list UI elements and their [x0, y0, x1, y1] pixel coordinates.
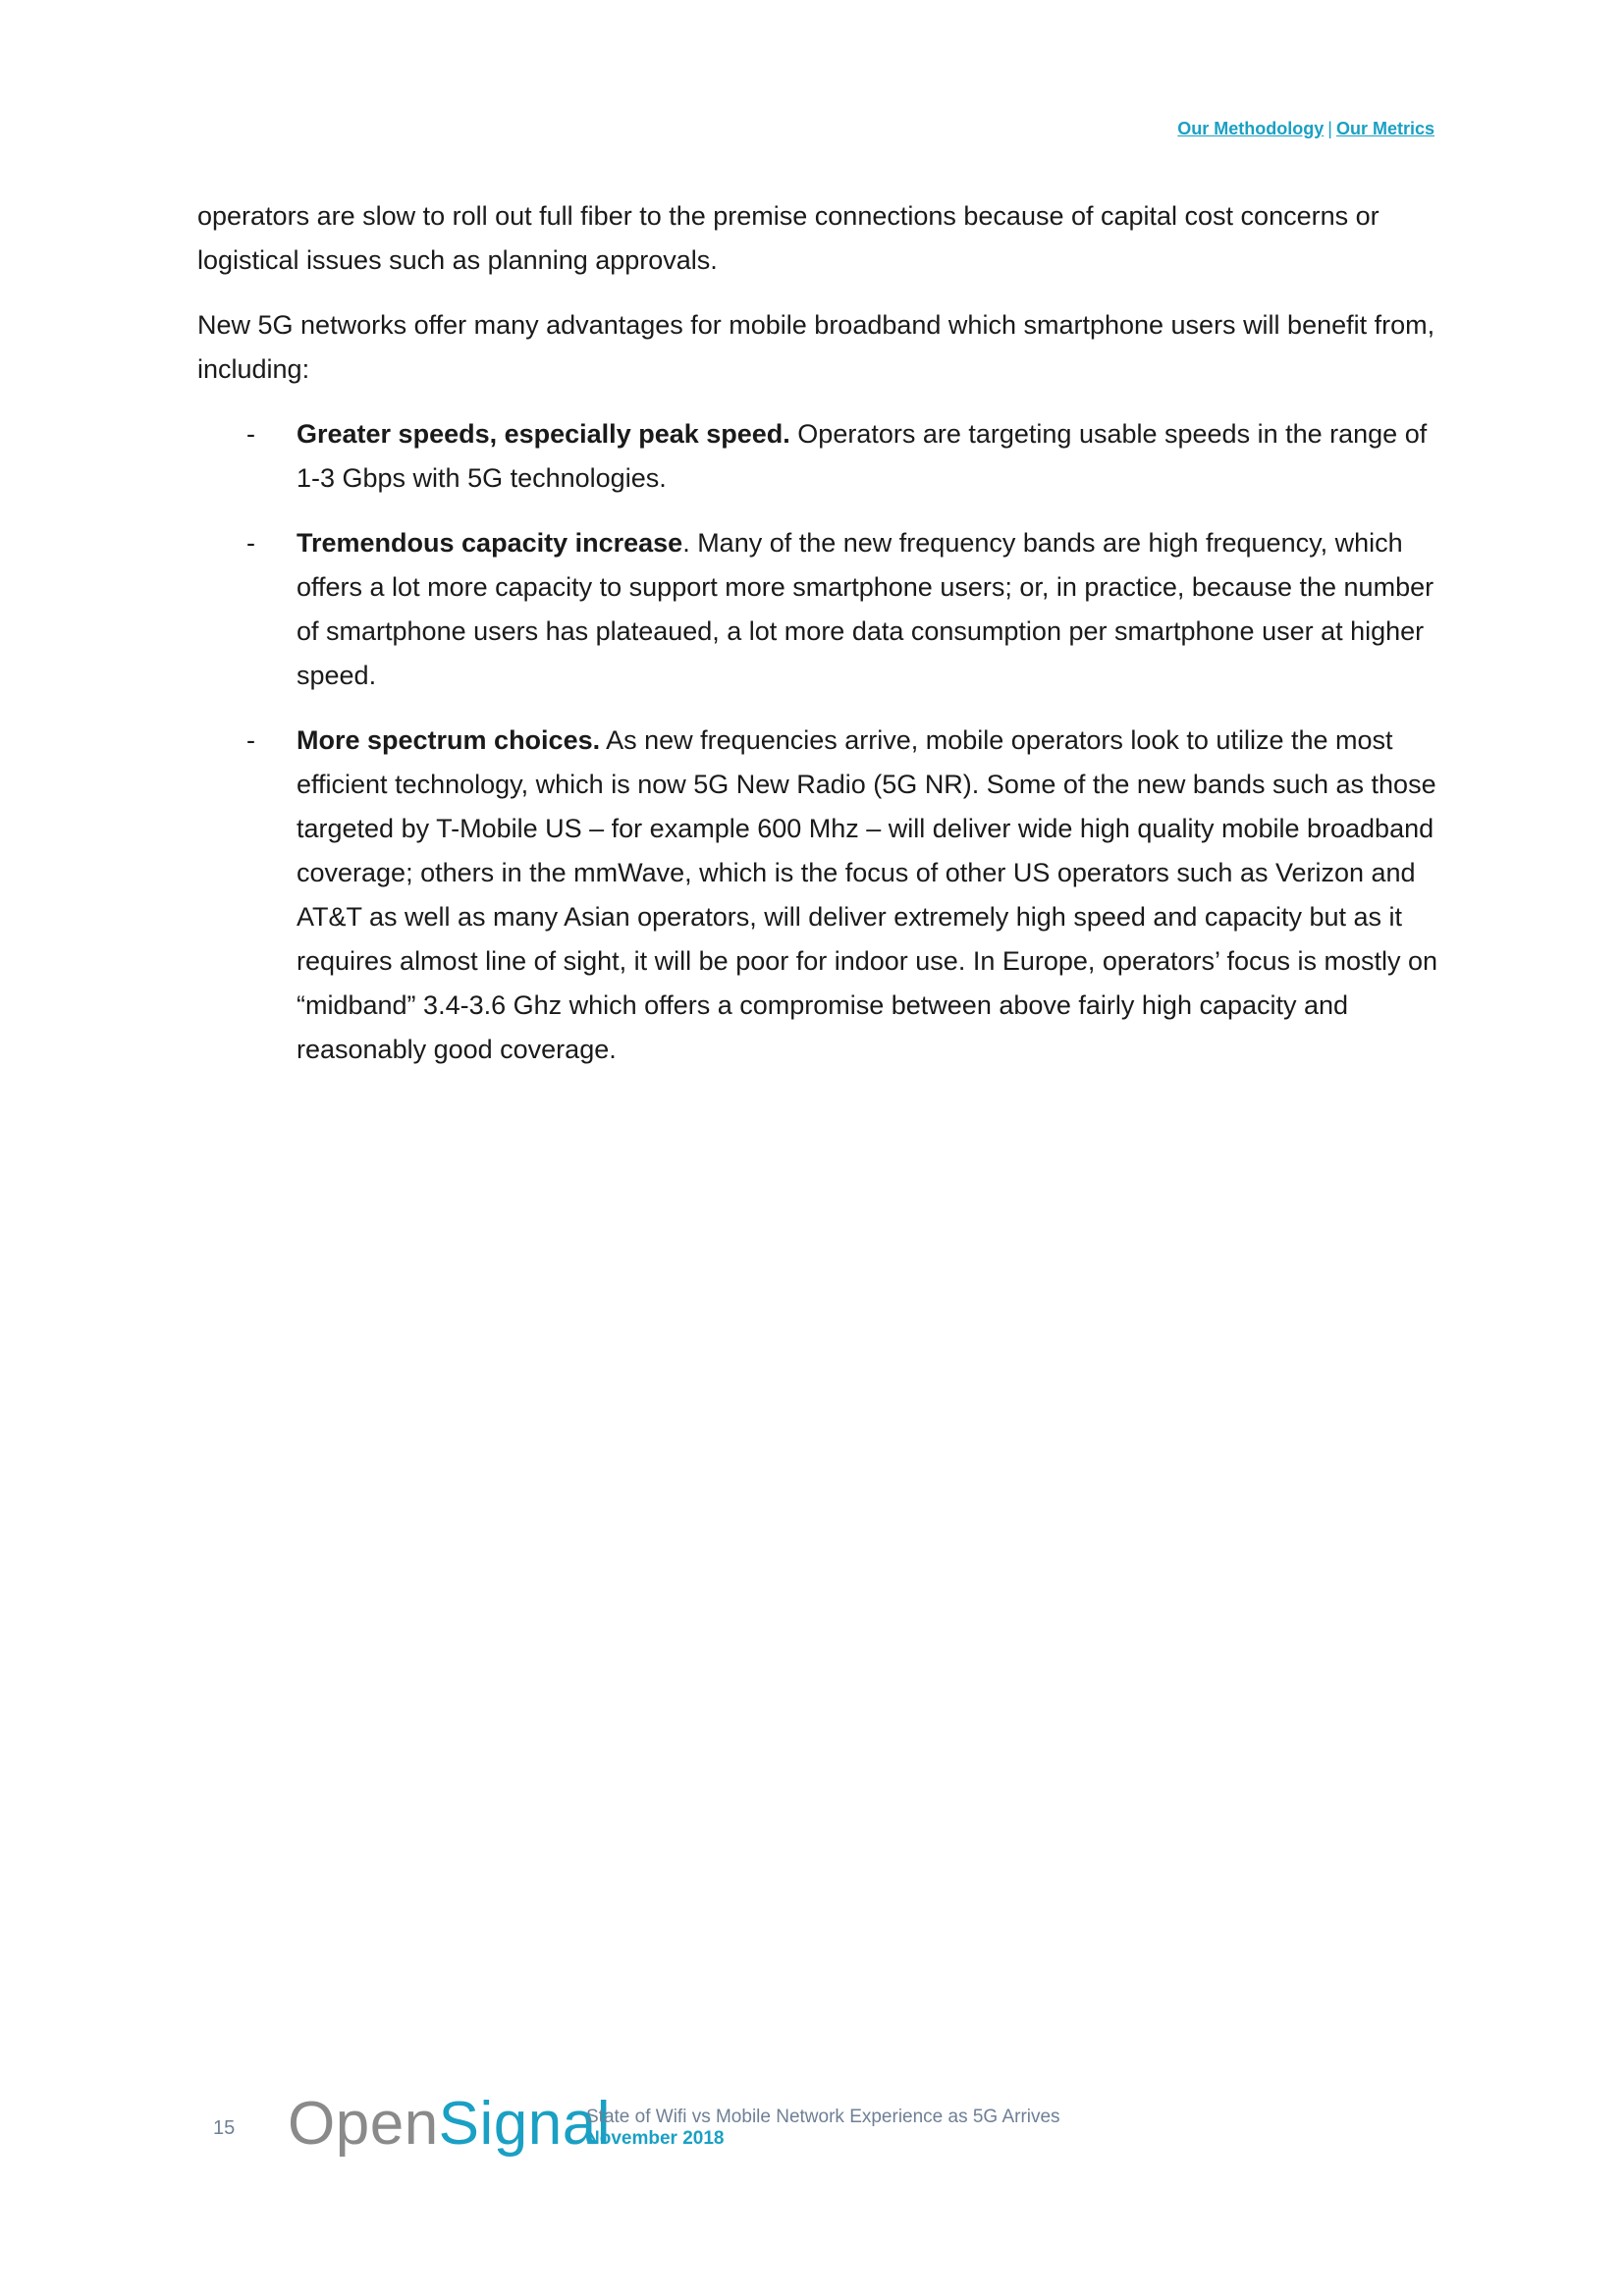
opensignal-logo — [288, 2090, 612, 2158]
advantages-list — [197, 412, 1444, 1072]
logo-text-open: Open — [288, 2090, 439, 2158]
list-dash: - — [246, 419, 255, 449]
footer-report-info — [586, 2107, 1060, 2150]
report-title: State of Wifi vs Mobile Network Experience as 5G Arrives — [586, 2107, 1060, 2127]
list-item-capacity-increase — [197, 521, 1444, 698]
our-methodology-link[interactable]: Our Methodology — [1177, 119, 1325, 138]
report-date: November 2018 — [586, 2128, 725, 2149]
page-number: 15 — [213, 2117, 236, 2139]
list-item-text: Operators are targeting usable speeds in the range of 1-3 Gbps with 5G technologies. — [297, 419, 1428, 493]
list-dash: - — [246, 528, 255, 558]
paragraph-5g-advantages: New 5G networks offer many advantages for mobile broadband which smartphone users will benefit from, including: — [197, 310, 1435, 384]
header-nav-links — [1177, 119, 1434, 139]
list-item-spectrum-choices — [197, 719, 1444, 1072]
main-content — [197, 194, 1444, 1093]
nav-separator: | — [1327, 119, 1332, 138]
list-item-heading: More spectrum choices. — [297, 725, 601, 755]
list-dash: - — [246, 725, 255, 755]
list-item-text: . Many of the new frequency bands are high frequency, which offers a lot more capacity to support more smartphone users; or, in practice, because the number of smartphone users has plateaued, a lot more data consumption per smartphone user at higher speed. — [297, 528, 1434, 690]
our-metrics-link[interactable]: Our Metrics — [1335, 119, 1434, 138]
list-item-heading: Greater speeds, especially peak speed. — [297, 419, 790, 449]
list-item-heading: Tremendous capacity increase — [297, 528, 683, 558]
logo-text-signal: Signal — [438, 2090, 612, 2158]
list-item-text: As new frequencies arrive, mobile operators look to utilize the most efficient technology, which is now 5G New Radio (5G NR). Some of the new bands such as those targeted by T-Mobile US – for example 600 Mhz – will deliver wide high quality mobile broadband coverage; others in the mmWave, which is the focus of other US operators such as Verizon and AT&T as well as many Asian operators, will deliver extremely high speed and capacity but as it requires almost line of sight, it will be poor for indoor use. In Europe, operators’ focus is mostly on “midband” 3.4-3.6 Ghz which offers a compromise between above fairly high capacity and reasonably good coverage. — [297, 725, 1438, 1064]
paragraph-intro: operators are slow to roll out full fiber to the premise connections because of capital cost concerns or logistical issues such as planning approvals. — [197, 201, 1380, 275]
list-item-greater-speeds — [197, 412, 1444, 501]
